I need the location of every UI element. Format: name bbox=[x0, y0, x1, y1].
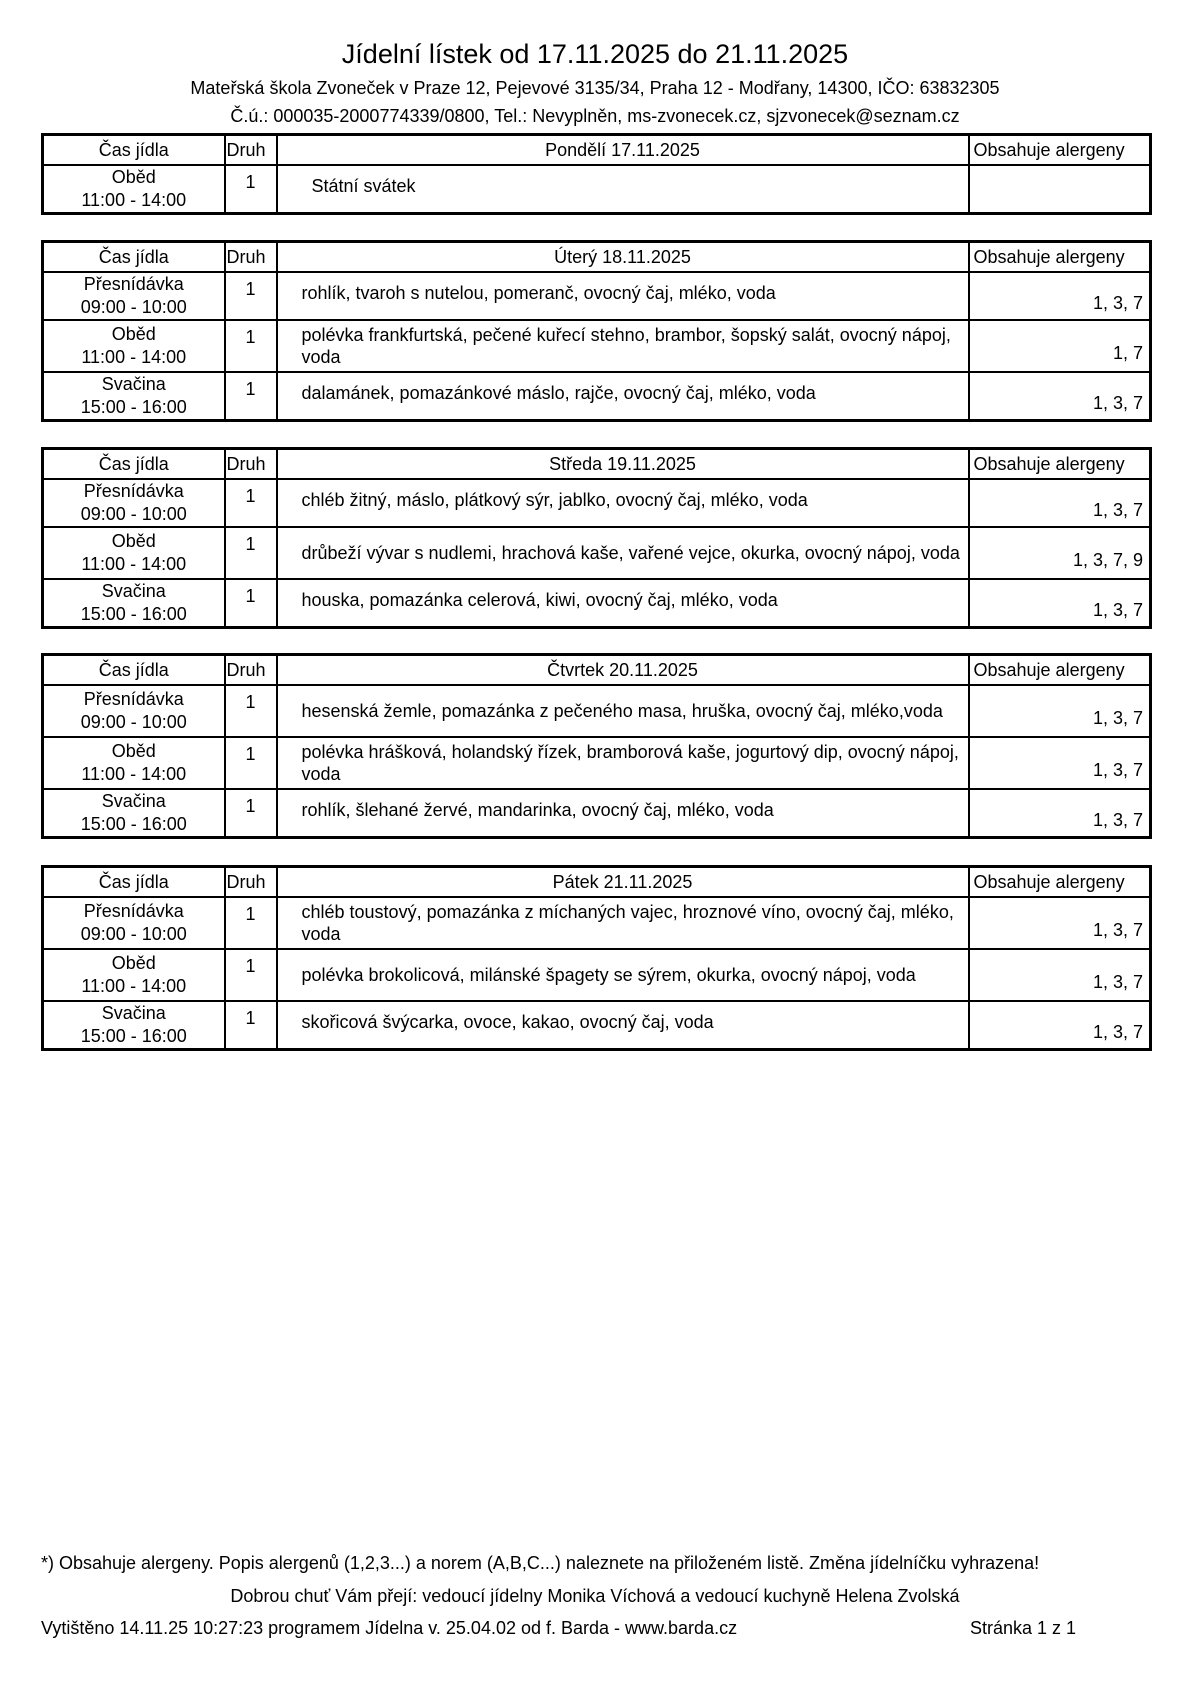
menu-table-friday bbox=[41, 865, 1152, 1051]
header-allergens: Obsahuje alergeny bbox=[969, 135, 1151, 166]
meal-food: polévka frankfurtská, pečené kuřecí stehno, brambor, šopský salát, ovocný nápoj, voda bbox=[277, 320, 969, 372]
meal-food: chléb toustový, pomazánka z míchaných vajec, hroznové víno, ovocný čaj, mléko, voda bbox=[277, 897, 969, 949]
meal-time-cell bbox=[43, 789, 225, 838]
header-time: Čas jídla bbox=[43, 449, 225, 480]
table-header-row bbox=[43, 449, 1151, 480]
day-heading: Čtvrtek 20.11.2025 bbox=[277, 655, 969, 686]
header-druh: Druh bbox=[225, 242, 277, 273]
page-number: Stránka 1 z 1 bbox=[970, 1618, 1077, 1638]
meal-name: Oběd bbox=[111, 741, 156, 761]
meal-allergens: 1, 3, 7, 9 bbox=[969, 527, 1151, 579]
header-time: Čas jídla bbox=[43, 655, 225, 686]
page-title: Jídelní lístek od 17.11.2025 do 21.11.2025 bbox=[341, 39, 849, 69]
meal-allergens: 1, 3, 7 bbox=[969, 272, 1151, 320]
meal-name: Oběd bbox=[111, 531, 156, 551]
menu-table-monday bbox=[41, 133, 1152, 215]
meal-time: 09:00 - 10:00 bbox=[80, 712, 187, 732]
table-row bbox=[43, 949, 1151, 1001]
table-row bbox=[43, 527, 1151, 579]
meal-food: houska, pomazánka celerová, kiwi, ovocný čaj, mléko, voda bbox=[277, 579, 969, 628]
meal-time: 15:00 - 16:00 bbox=[80, 814, 187, 834]
meal-name: Přesnídávka bbox=[83, 481, 184, 501]
meal-allergens: 1, 3, 7 bbox=[969, 897, 1151, 949]
meal-time-cell bbox=[43, 897, 225, 949]
meal-time: 09:00 - 10:00 bbox=[80, 924, 187, 944]
meal-time: 11:00 - 14:00 bbox=[81, 554, 187, 574]
meal-druh: 1 bbox=[225, 789, 277, 838]
meal-allergens: 1, 3, 7 bbox=[969, 1001, 1151, 1050]
meal-time-cell bbox=[43, 272, 225, 320]
meal-food: polévka hrášková, holandský řízek, bramborová kaše, jogurtový dip, ovocný nápoj, voda bbox=[277, 737, 969, 789]
meal-food: rohlík, šlehané žervé, mandarinka, ovocný čaj, mléko, voda bbox=[277, 789, 969, 838]
print-info: Vytištěno 14.11.25 10:27:23 programem Jídelna v. 25.04.02 od f. Barda - www.barda.cz bbox=[41, 1618, 738, 1638]
meal-allergens bbox=[969, 165, 1151, 214]
meal-name: Svačina bbox=[101, 581, 166, 601]
meal-druh: 1 bbox=[225, 579, 277, 628]
meal-allergens: 1, 3, 7 bbox=[969, 737, 1151, 789]
header-druh: Druh bbox=[225, 135, 277, 166]
meal-name: Oběd bbox=[111, 324, 156, 344]
meal-food: hesenská žemle, pomazánka z pečeného masa, hruška, ovocný čaj, mléko,voda bbox=[277, 685, 969, 737]
meal-time: 11:00 - 14:00 bbox=[81, 764, 187, 784]
table-header-row bbox=[43, 867, 1151, 898]
meal-allergens: 1, 3, 7 bbox=[969, 789, 1151, 838]
header-time: Čas jídla bbox=[43, 867, 225, 898]
day-heading: Středa 19.11.2025 bbox=[277, 449, 969, 480]
meal-allergens: 1, 3, 7 bbox=[969, 685, 1151, 737]
meal-food: polévka brokolicová, milánské špagety se sýrem, okurka, ovocný nápoj, voda bbox=[277, 949, 969, 1001]
meal-druh: 1 bbox=[225, 372, 277, 421]
header-allergens: Obsahuje alergeny bbox=[969, 867, 1151, 898]
table-row bbox=[43, 685, 1151, 737]
meal-time-cell bbox=[43, 1001, 225, 1050]
meal-time-cell bbox=[43, 949, 225, 1001]
meal-name: Oběd bbox=[111, 953, 156, 973]
meal-name: Svačina bbox=[101, 791, 166, 811]
meal-name: Přesnídávka bbox=[83, 274, 184, 294]
allergen-note: *) Obsahuje alergeny. Popis alergenů (1,2,3...) a norem (A,B,C...) naleznete na přiloženém listě. Změna jídelníčku vyhrazena! bbox=[41, 1553, 1040, 1573]
meal-time: 15:00 - 16:00 bbox=[80, 397, 187, 417]
meal-food: drůbeží vývar s nudlemi, hrachová kaše, vařené vejce, okurka, ovocný nápoj, voda bbox=[277, 527, 969, 579]
meal-time: 11:00 - 14:00 bbox=[81, 190, 187, 210]
meal-allergens: 1, 3, 7 bbox=[969, 579, 1151, 628]
table-header-row bbox=[43, 242, 1151, 273]
meal-druh: 1 bbox=[225, 1001, 277, 1050]
meal-time-cell bbox=[43, 372, 225, 421]
table-row bbox=[43, 737, 1151, 789]
meal-time: 15:00 - 16:00 bbox=[80, 604, 187, 624]
greeting: Dobrou chuť Vám přejí: vedoucí jídelny Monika Víchová a vedoucí kuchyně Helena Zvolská bbox=[230, 1586, 960, 1606]
table-row bbox=[43, 789, 1151, 838]
meal-time-cell bbox=[43, 320, 225, 372]
meal-time: 11:00 - 14:00 bbox=[81, 976, 187, 996]
school-contact: Č.ú.: 000035-2000774339/0800, Tel.: Nevyplněn, ms-zvonecek.cz, sjzvonecek@seznam.cz bbox=[230, 106, 960, 126]
table-row bbox=[43, 165, 1151, 214]
meal-name: Oběd bbox=[111, 167, 156, 187]
meal-time-cell bbox=[43, 165, 225, 214]
meal-food: skořicová švýcarka, ovoce, kakao, ovocný čaj, voda bbox=[277, 1001, 969, 1050]
school-address: Mateřská škola Zvoneček v Praze 12, Pejevové 3135/34, Praha 12 - Modřany, 14300, IČO: 63832305 bbox=[190, 78, 1000, 98]
day-heading: Pondělí 17.11.2025 bbox=[277, 135, 969, 166]
meal-time: 11:00 - 14:00 bbox=[81, 347, 187, 367]
meal-druh: 1 bbox=[225, 737, 277, 789]
meal-druh: 1 bbox=[225, 949, 277, 1001]
header-allergens: Obsahuje alergeny bbox=[969, 449, 1151, 480]
meal-time: 09:00 - 10:00 bbox=[80, 297, 187, 317]
meal-druh: 1 bbox=[225, 685, 277, 737]
meal-time-cell bbox=[43, 737, 225, 789]
header-druh: Druh bbox=[225, 655, 277, 686]
meal-time: 09:00 - 10:00 bbox=[80, 504, 187, 524]
meal-allergens: 1, 3, 7 bbox=[969, 479, 1151, 527]
meal-food: dalamánek, pomazánkové máslo, rajče, ovocný čaj, mléko, voda bbox=[277, 372, 969, 421]
table-row bbox=[43, 897, 1151, 949]
table-row bbox=[43, 579, 1151, 628]
meal-time: 15:00 - 16:00 bbox=[80, 1026, 187, 1046]
meal-druh: 1 bbox=[225, 320, 277, 372]
meal-druh: 1 bbox=[225, 527, 277, 579]
header-time: Čas jídla bbox=[43, 242, 225, 273]
meal-allergens: 1, 3, 7 bbox=[969, 949, 1151, 1001]
day-heading: Pátek 21.11.2025 bbox=[277, 867, 969, 898]
menu-table-tuesday bbox=[41, 240, 1152, 422]
meal-allergens: 1, 7 bbox=[969, 320, 1151, 372]
meal-druh: 1 bbox=[225, 272, 277, 320]
meal-food: chléb žitný, máslo, plátkový sýr, jablko, ovocný čaj, mléko, voda bbox=[277, 479, 969, 527]
header-time: Čas jídla bbox=[43, 135, 225, 166]
menu-table-thursday bbox=[41, 653, 1152, 839]
meal-name: Přesnídávka bbox=[83, 901, 184, 921]
menu-table-wednesday bbox=[41, 447, 1152, 629]
table-row bbox=[43, 320, 1151, 372]
day-heading: Úterý 18.11.2025 bbox=[277, 242, 969, 273]
table-header-row bbox=[43, 655, 1151, 686]
header-allergens: Obsahuje alergeny bbox=[969, 242, 1151, 273]
table-row bbox=[43, 1001, 1151, 1050]
meal-time-cell bbox=[43, 685, 225, 737]
meal-allergens: 1, 3, 7 bbox=[969, 372, 1151, 421]
header-druh: Druh bbox=[225, 449, 277, 480]
meal-druh: 1 bbox=[225, 897, 277, 949]
meal-time-cell bbox=[43, 579, 225, 628]
table-row bbox=[43, 479, 1151, 527]
header-allergens: Obsahuje alergeny bbox=[969, 655, 1151, 686]
meal-food: Státní svátek bbox=[277, 165, 969, 214]
meal-name: Přesnídávka bbox=[83, 689, 184, 709]
table-row bbox=[43, 372, 1151, 421]
meal-time-cell bbox=[43, 527, 225, 579]
meal-druh: 1 bbox=[225, 165, 277, 214]
header-druh: Druh bbox=[225, 867, 277, 898]
table-header-row bbox=[43, 135, 1151, 166]
meal-name: Svačina bbox=[101, 1003, 166, 1023]
meal-druh: 1 bbox=[225, 479, 277, 527]
meal-food: rohlík, tvaroh s nutelou, pomeranč, ovocný čaj, mléko, voda bbox=[277, 272, 969, 320]
table-row bbox=[43, 272, 1151, 320]
meal-time-cell bbox=[43, 479, 225, 527]
meal-name: Svačina bbox=[101, 374, 166, 394]
